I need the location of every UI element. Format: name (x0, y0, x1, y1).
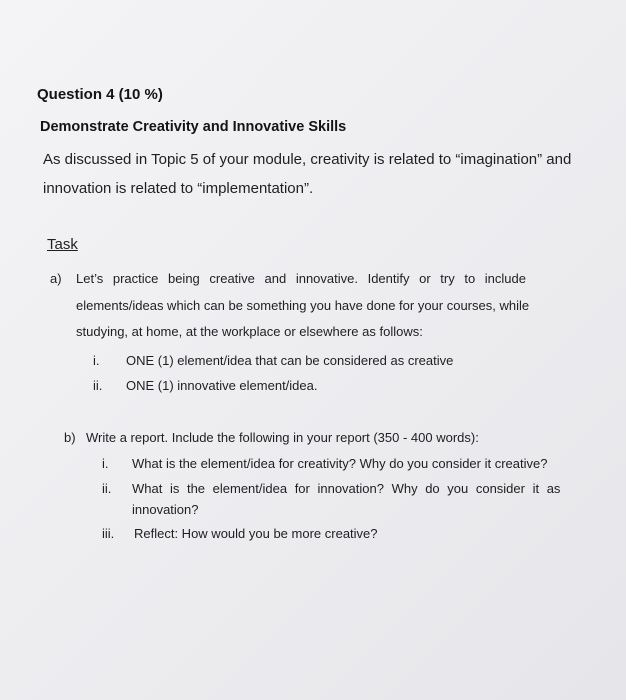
task-label: Task (47, 236, 78, 253)
part-b-item-1-text: What is the element/idea for creativity? Why do you consider it creative? (132, 456, 548, 471)
part-a-line-3: studying, at home, at the workplace or elsewhere as follows: (76, 324, 423, 339)
part-a-line-1-text: Let’s practice being creative and innovative. Identify or try to include (76, 271, 526, 286)
part-a-item-2-num: ii. (93, 378, 103, 393)
part-b-line-1: Write a report. Include the following in your report (350 - 400 words): (86, 430, 479, 445)
part-b-item-2-num: ii. (102, 481, 112, 496)
part-b-item-2-text: What is the element/idea for innovation? Why do you consider it as (132, 481, 561, 496)
part-b-label: b) (64, 430, 76, 445)
part-b-item-3-text: Reflect: How would you be more creative? (134, 526, 378, 541)
part-a-item-1-text: ONE (1) element/idea that can be considered as creative (126, 353, 454, 368)
question-title: Question 4 (10 %) (37, 86, 163, 103)
part-a-line-2: elements/ideas which can be something you have done for your courses, while (76, 298, 530, 313)
part-b-item-2-cont: innovation? (132, 502, 199, 517)
part-a-item-2-text: ONE (1) innovative element/idea. (126, 378, 318, 393)
part-b-item-1-num: i. (102, 456, 109, 471)
part-b-item-3-num: iii. (102, 526, 115, 541)
intro-line-2: innovation is related to “implementation”. (43, 180, 314, 197)
part-a-item-1-num: i. (93, 353, 100, 368)
section-title: Demonstrate Creativity and Innovative Skills (40, 119, 347, 135)
part-a-label: a) (50, 271, 62, 286)
intro-line-1: As discussed in Topic 5 of your module, creativity is related to “imagination” and (43, 151, 572, 168)
part-a-line-1 (76, 271, 582, 286)
